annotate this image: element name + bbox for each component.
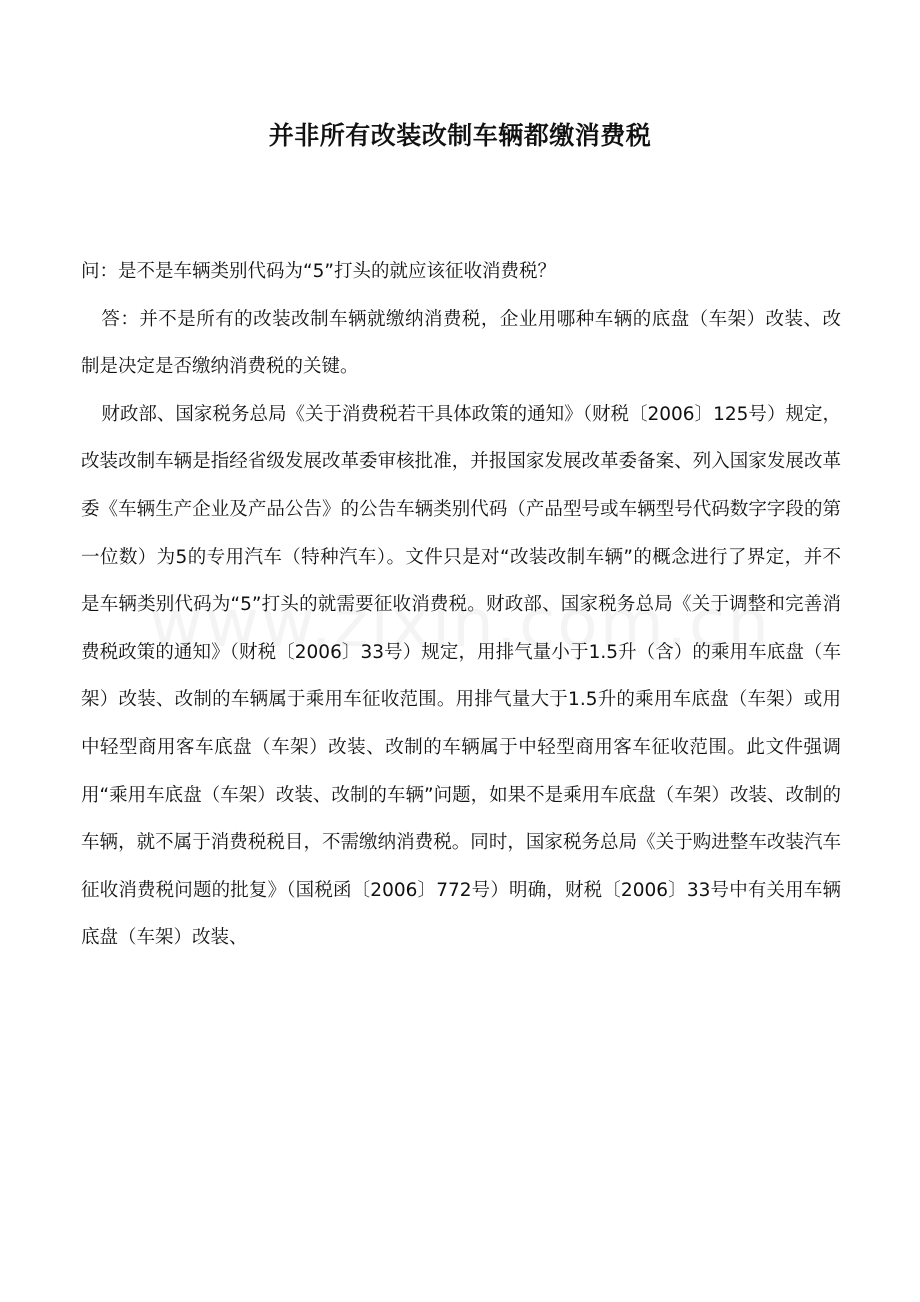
document-title: 并非所有改装改制车辆都缴消费税	[268, 121, 652, 150]
question-paragraph: 问：是不是车辆类别代码为“5”打头的就应该征收消费税？	[81, 261, 556, 282]
document-body	[81, 248, 841, 962]
policy-paragraph: 财政部、国家税务总局《关于消费税若干具体政策的通知》（财税〔2006〕125号）规定，改装改制车辆是指经省级发展改革委审核批准，并报国家发展改革委备案、列入国家发展改革委《车辆生产企业及产品公告》的公告车辆类别代码（产品型号或车辆型号代码数字字段的第一位数）为5的专用汽车（特种汽车）。文件只是对“改装改制车辆”的概念进行了界定，并不是车辆类别代码为“5”打头的就需要征收消费税。财政部、国家税务总局《关于调整和完善消费税政策的通知》（财税〔2006〕33号）规定，用排气量小于1.5升（含）的乘用车底盘（车架）改装、改制的车辆属于乘用车征收范围。用排气量大于1.5升的乘用车底盘（车架）或用中轻型商用客车底盘（车架）改装、改制的车辆属于中轻型商用客车征收范围。此文件强调用“乘用车底盘（车架）改装、改制的车辆”问题，如果不是乘用车底盘（车架）改装、改制的车辆，就不属于消费税税目，不需缴纳消费税。同时，国家税务总局《关于购进整车改装汽车征收消费税问题的批复》（国税函〔2006〕772号）明确，财税〔2006〕33号中有关用车辆底盘（车架）改装、	[81, 403, 841, 949]
answer-paragraph: 答：并不是所有的改装改制车辆就缴纳消费税，企业用哪种车辆的底盘（车架）改装、改制是决定是否缴纳消费税的关键。	[81, 308, 841, 378]
